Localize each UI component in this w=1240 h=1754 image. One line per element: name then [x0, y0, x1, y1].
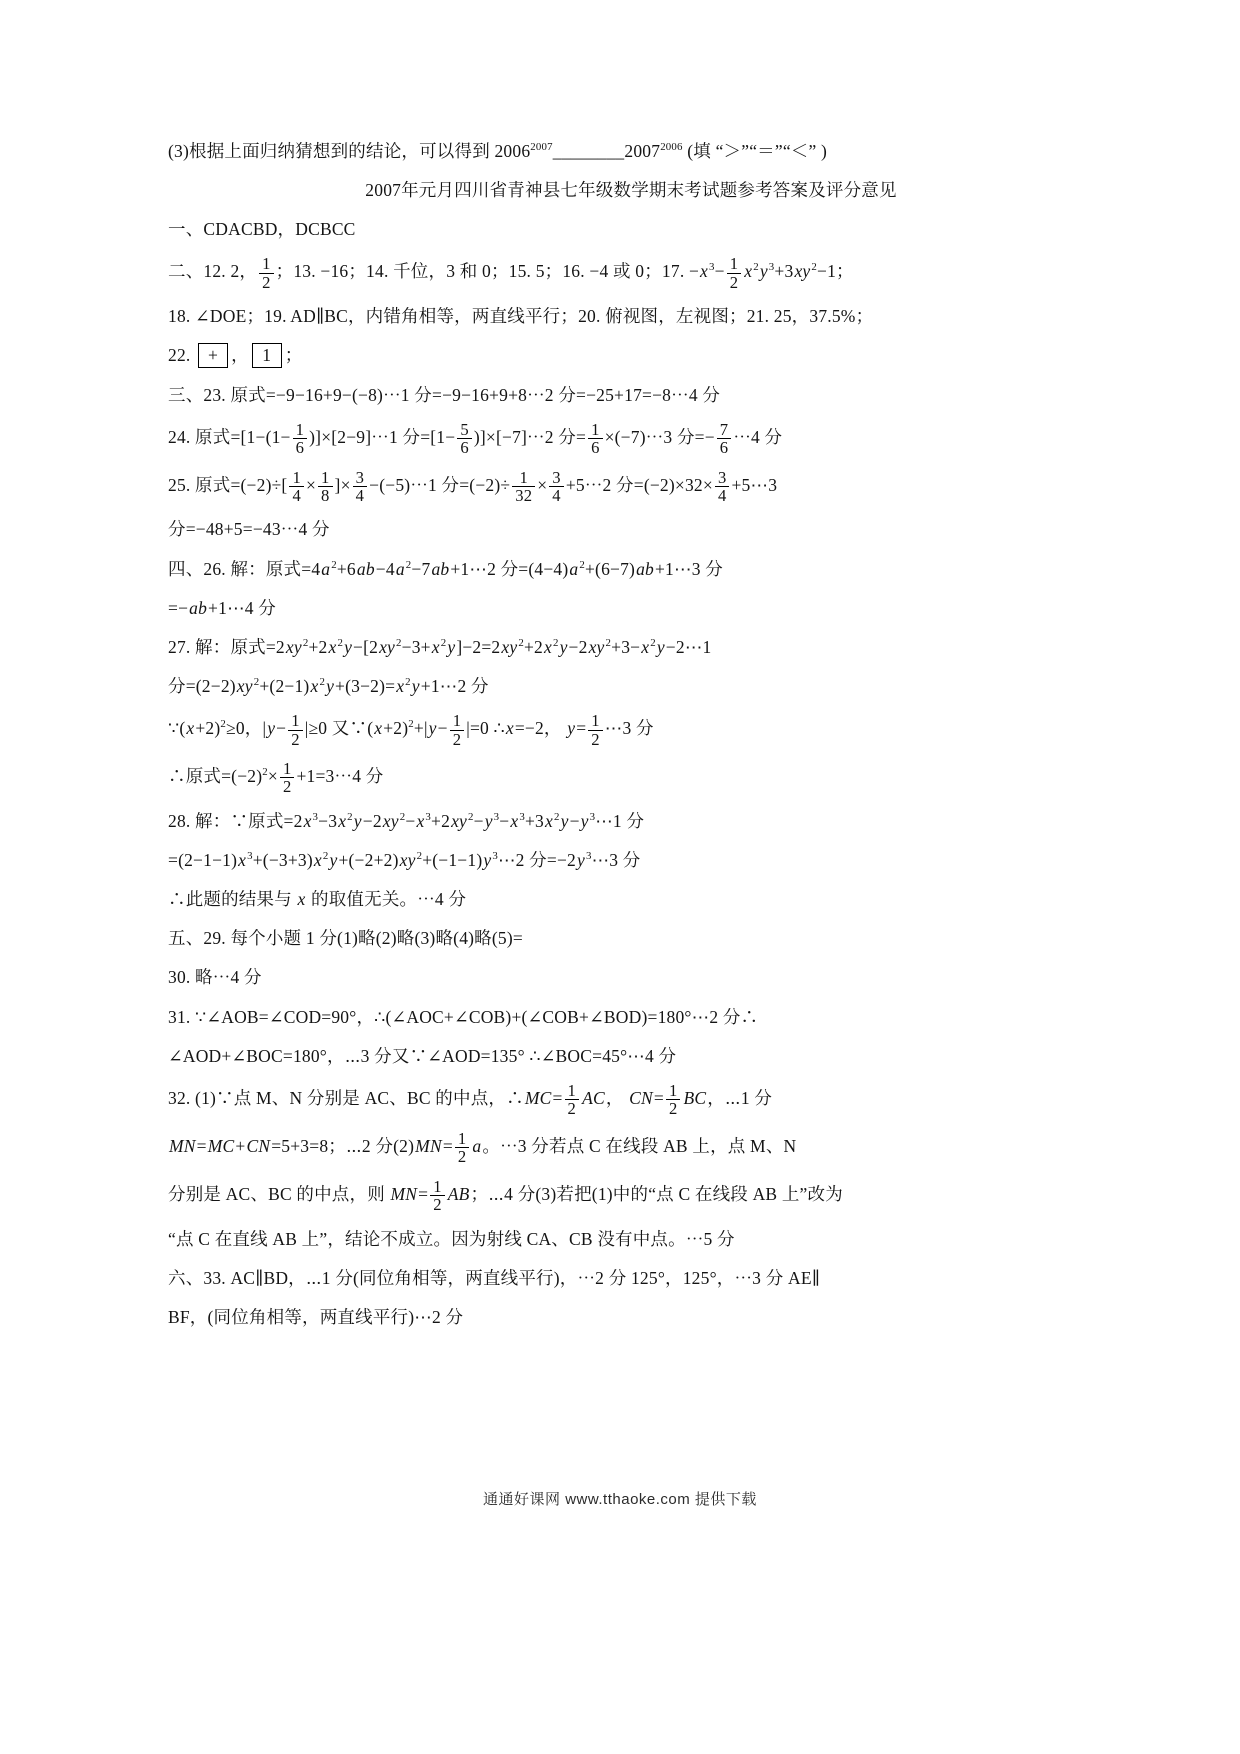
boxed-answer: +	[198, 343, 228, 368]
fraction: $\frac{1}{2}$	[666, 1082, 681, 1118]
fraction: $\frac{1}{32}$	[512, 469, 535, 505]
answer-line-31b: ∠AOD+∠BOC=180°，⋯3 分又∵∠AOD=135° ∴∠BOC=45°⋯4 分	[168, 1045, 677, 1066]
answer-line-32c: 分别是 AC、BC 的中点，则 MN= $\frac{1}{2}$ AB；⋯4 分(3)若把(1)中的“点 C 在线段 AB 上”改为	[168, 1176, 843, 1215]
fraction: $\frac{1}{2}$	[588, 712, 603, 748]
answer-line-choice: 一、CDACBD，DCBCC	[168, 219, 356, 240]
fraction: $\frac{1}{2}$	[280, 760, 295, 796]
document-title: 2007年元月四川省青神县七年级数学期末考试题参考答案及评分意见	[365, 180, 897, 201]
fraction: $\frac{1}{2}$	[288, 712, 303, 748]
intro-line: (3)根据上面归纳猜想到的结论，可以得到 $2006^{2007}\_\_\_\_\_\_\_\_2007^{2006}$ (填 “＞”“＝”“＜” )	[168, 141, 828, 161]
answer-line-28c: ∴此题的结果与 x 的取值无关。⋯4 分	[168, 889, 467, 910]
fraction: $\frac{1}{2}$	[430, 1178, 445, 1214]
fraction: $\frac{1}{2}$	[727, 255, 742, 291]
fraction: $\frac{1}{8}$	[318, 469, 333, 505]
document-footer: 通通好课网 www.tthaoke.com 提供下载	[483, 1491, 757, 1508]
answer-line-25b: 分=−48+5=−43⋯4 分	[168, 519, 330, 540]
answer-line-fill-2: 18. ∠DOE；19. AD∥BC，内错角相等，两直线平行；20. 俯视图，左视图；21. 25，37.5%；	[168, 306, 874, 327]
answer-line-fill-1: 二、12. 2， $\frac{1}{2}$ ；13. −16；14. 千位，3 和 0；15. 5；16. −4 或 0；17. $-x^3-$ $\frac{1}{2}$ $x^2y^3+3xy^2-1$；	[168, 254, 854, 292]
answer-line-27c: $\because(x+2)^2\ge 0$，|y− $\frac{1}{2}$ |≥0 又$\because(x+2)^2+|y-$ $\frac{1}{2}$ |=0 ∴x=−2， y= $\frac{1}{2}$ ⋯3 分	[168, 711, 654, 749]
answer-line-33a: 六、33. AC∥BD，⋯1 分(同位角相等，两直线平行)，⋯2 分 125°，125°，⋯3 分 AE∥	[168, 1267, 820, 1288]
answer-line-28a: 28. 解：∵原式$=2x^3-3x^2y-2xy^2-x^3+2xy^2-y^3-x^3+3x^2y-y^3\cdots 1$ 分	[168, 810, 645, 831]
answer-line-24: 24. 原式=[1−(1− $\frac{1}{6}$ )]×[2−9]⋯1 分=[1− $\frac{5}{6}$ )]×[−7]⋯2 分= $\frac{1}{6}$ ×(−7)⋯3 分=− $\frac{7}{6}$ ⋯4 分	[168, 419, 783, 458]
answer-line-27b: 分$=(2-2)xy^2+(2-1)x^2y+(3-2)=x^2y+1\cdots 2$ 分	[168, 675, 489, 696]
answer-line-fill-3: 22. + ， 1 ；	[168, 342, 1094, 369]
answer-line-30: 30. 略⋯4 分	[168, 967, 262, 988]
answer-line-29: 五、29. 每个小题 1 分(1)略(2)略(3)略(4)略(5)=	[168, 928, 523, 949]
fraction: $\frac{7}{6}$	[717, 421, 732, 457]
fraction: $\frac{1}{2}$	[455, 1130, 470, 1166]
fraction: $\frac{1}{2}$	[450, 712, 465, 748]
answer-line-33b: BF，(同位角相等，两直线平行)⋯2 分	[168, 1306, 464, 1327]
answer-line-26b: =−ab+1⋯4 分	[168, 597, 276, 618]
answer-line-25a: 25. 原式=(−2)÷[ $\frac{1}{4}$ × $\frac{1}{8}$ ]× $\frac{3}{4}$ −(−5)⋯1 分=(−2)÷ $\frac{1}{32}$ × $\frac{3}{4}$ +5⋯2 分=(−2)×32× $\frac{3}{4}$ +5⋯3	[168, 467, 778, 506]
fraction: $\frac{1}{6}$	[588, 421, 603, 457]
fraction: $\frac{1}{4}$	[289, 469, 304, 505]
answer-line-32a: 32. (1)∵点 M、N 分别是 AC、BC 的中点，∴MC= $\frac{1}{2}$ AC， CN= $\frac{1}{2}$ BC，⋯1 分	[168, 1080, 773, 1119]
boxed-answer: 1	[252, 343, 282, 368]
fraction: $\frac{3}{4}$	[549, 469, 564, 505]
answer-line-27a: 27. 解：原式$=2xy^2+2x^2y-[2xy^2-3+x^2y]-2=2xy^2+2x^2y-2xy^2+3-x^2y-2\cdots 1$	[168, 636, 712, 657]
answer-line-23: 三、23. 原式=−9−16+9−(−8)⋯1 分=−9−16+9+8⋯2 分=−25+17=−8⋯4 分	[168, 384, 721, 405]
answer-line-28b: $=(2-1-1)x^3+(-3+3)x^2y+(-2+2)xy^2+(-1-1)y^3\cdots 2$ 分$=-2y^3\cdots 3$ 分	[168, 850, 641, 871]
fraction: $\frac{1}{6}$	[293, 421, 308, 457]
answer-line-31a: 31. ∵∠AOB=∠COD=90°，∴(∠AOC+∠COB)+(∠COB+∠BOD)=180°⋯2 分∴	[168, 1006, 759, 1027]
fraction: $\frac{1}{2}$	[259, 255, 274, 291]
answer-line-26a: 四、26. 解：原式$=4a^2+6ab-4a^2-7ab+1\cdots 2$ 分$=(4-4)a^2+(6-7)ab+1\cdots 3$ 分	[168, 558, 723, 579]
document-body	[168, 138, 1094, 1343]
answer-line-32d: “点 C 在直线 AB 上”，结论不成立。因为射线 CA、CB 没有中点。⋯5 分	[168, 1228, 735, 1249]
fraction: $\frac{1}{2}$	[565, 1082, 580, 1118]
fraction: $\frac{5}{6}$	[457, 421, 472, 457]
fraction: $\frac{3}{4}$	[715, 469, 730, 505]
answer-line-27d: ∴原式$=(-2)^2\times$ $\frac{1}{2}$ +1=3⋯4 分	[168, 759, 384, 797]
answer-line-32b: MN=MC+CN=5+3=8；⋯2 分(2)MN= $\frac{1}{2}$ a。⋯3 分若点 C 在线段 AB 上，点 M、N	[169, 1128, 797, 1167]
fraction: $\frac{3}{4}$	[353, 469, 368, 505]
